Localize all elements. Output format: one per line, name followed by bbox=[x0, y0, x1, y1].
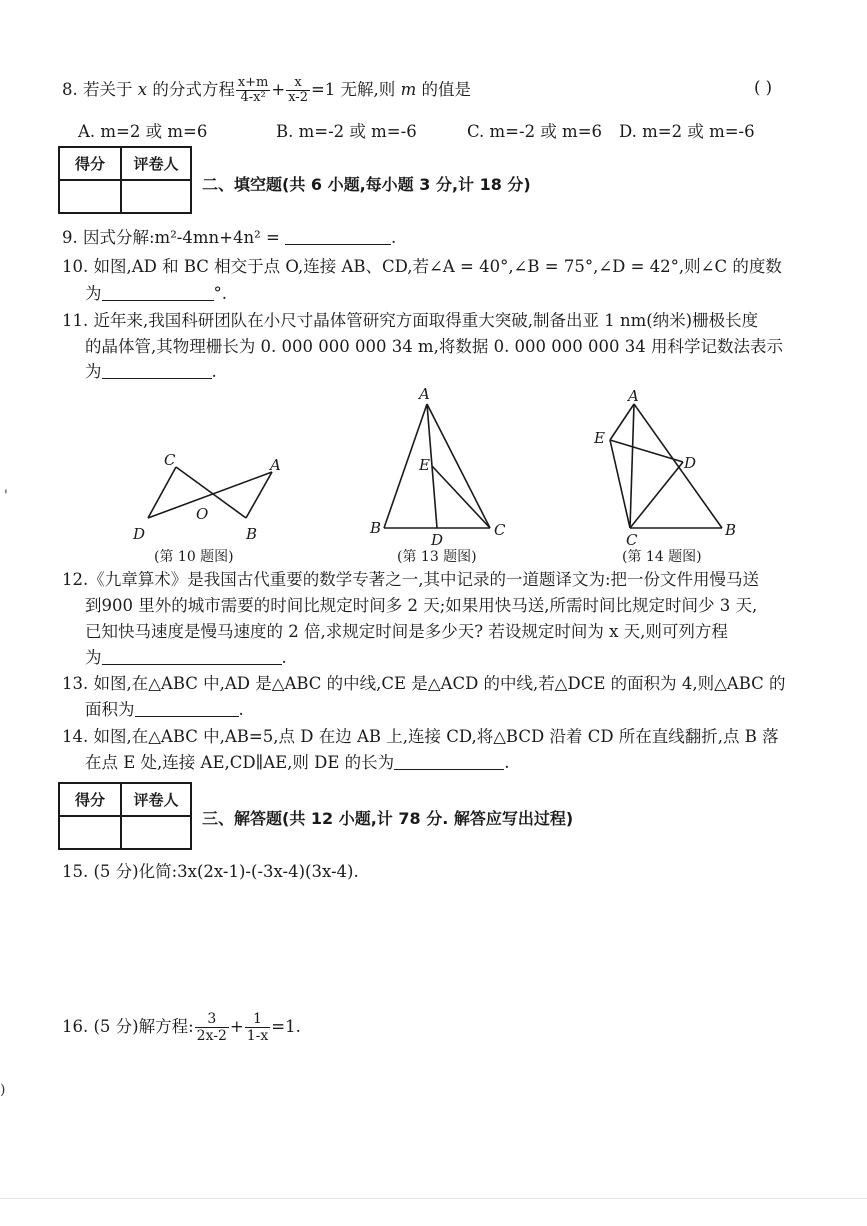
plus-sign: + bbox=[229, 1017, 244, 1036]
question-11-line-2: 的晶体管,其物理栅长为 0. 000 000 000 34 m,将数据 0. 000 000 000 34 用科学记数法表示 bbox=[85, 337, 784, 356]
label-c: C bbox=[626, 531, 638, 549]
segment-ab bbox=[634, 404, 722, 528]
figure-14-caption: (第 14 题图) bbox=[622, 549, 702, 565]
q12-end: . bbox=[281, 648, 287, 667]
label-a: A bbox=[419, 385, 430, 403]
option-d: D. m=2 或 m=-6 bbox=[619, 122, 755, 141]
section-3-title: 三、解答题(共 12 小题,计 78 分. 解答应写出过程) bbox=[202, 809, 574, 828]
label-b: B bbox=[246, 525, 258, 543]
margin-mark: ) bbox=[0, 1082, 6, 1098]
question-10: 10. 如图,AD 和 BC 相交于点 O,连接 AB、CD,若∠A = 40°,∠B = 75°,∠D = 42°,则∠C 的度数 bbox=[62, 257, 782, 276]
segment-ae bbox=[610, 404, 634, 440]
label-b: B bbox=[725, 521, 737, 539]
label-a: A bbox=[270, 456, 281, 474]
q11-end: . bbox=[211, 362, 217, 381]
label-c: C bbox=[494, 521, 506, 539]
q16-prefix: 16. (5 分)解方程: bbox=[62, 1017, 194, 1036]
question-12-line-4 bbox=[85, 648, 287, 668]
question-13: 13. 如图,在△ABC 中,AD 是△ABC 的中线,CE 是△ACD 的中线,若△DCE 的面积为 4,则△ABC 的 bbox=[62, 674, 786, 693]
frac-numerator: 1 bbox=[245, 1011, 271, 1028]
question-11: 11. 近年来,我国科研团队在小尺寸晶体管研究方面取得重大突破,制备出亚 1 nm(纳米)栅极长度 bbox=[62, 311, 759, 330]
q10-start: 为 bbox=[85, 284, 102, 303]
q13-end: . bbox=[238, 700, 244, 719]
label-a: A bbox=[628, 387, 639, 405]
question-14-line-2 bbox=[85, 753, 509, 773]
plus-sign: + bbox=[271, 80, 286, 99]
q10-end: °. bbox=[213, 284, 227, 303]
frac-numerator: x bbox=[286, 76, 310, 91]
frac-denominator: x-2 bbox=[288, 90, 308, 105]
grader-header: 评卷人 bbox=[121, 783, 191, 816]
question-13-line-2 bbox=[85, 700, 244, 720]
question-12-line-3: 已知快马速度是慢马速度的 2 倍,求规定时间是多少天? 若设规定时间为 x 天,则可列方程 bbox=[85, 622, 728, 641]
margin-mark: ' bbox=[4, 488, 8, 504]
answer-paren: ( ) bbox=[754, 78, 773, 97]
label-d: D bbox=[684, 454, 697, 472]
q12-start: 为 bbox=[85, 648, 102, 667]
option-a: A. m=2 或 m=6 bbox=[78, 122, 208, 141]
score-table bbox=[58, 782, 192, 850]
q16-fraction-1 bbox=[195, 1011, 229, 1044]
q8-prefix: 8. 若关于 bbox=[62, 80, 133, 99]
question-14: 14. 如图,在△ABC 中,AB=5,点 D 在边 AB 上,连接 CD,将△BCD 沿着 CD 所在直线翻折,点 B 落 bbox=[62, 727, 779, 746]
grader-header: 评卷人 bbox=[121, 147, 191, 180]
q11-start: 为 bbox=[85, 362, 102, 381]
frac-numerator: x+m bbox=[237, 75, 269, 90]
segment-ac bbox=[630, 404, 634, 528]
frac-denominator: 4-x² bbox=[240, 90, 266, 105]
q14-start: 在点 E 处,连接 AE,CD∥AE,则 DE 的长为 bbox=[85, 753, 395, 772]
option-c: C. m=-2 或 m=6 bbox=[467, 122, 603, 141]
question-16 bbox=[62, 1010, 301, 1044]
q14-end: . bbox=[504, 753, 510, 772]
answer-blank[interactable] bbox=[102, 648, 282, 665]
label-d: D bbox=[431, 531, 444, 549]
question-15: 15. (5 分)化简:3x(2x-1)-(-3x-4)(3x-4). bbox=[62, 862, 359, 881]
label-b: B bbox=[370, 519, 382, 537]
page-edge bbox=[0, 1198, 867, 1199]
answer-blank[interactable] bbox=[135, 700, 239, 717]
q16-fraction-2 bbox=[245, 1011, 271, 1044]
figure-10-caption: (第 10 题图) bbox=[154, 549, 234, 565]
frac-denominator: 1-x bbox=[246, 1028, 269, 1044]
q8-var-x: x bbox=[137, 80, 148, 99]
label-e: E bbox=[419, 456, 430, 474]
q9-text: 9. 因式分解:m²-4mn+4n² = bbox=[62, 228, 280, 247]
q9-end: . bbox=[391, 228, 397, 247]
segment-ec bbox=[610, 440, 630, 528]
frac-denominator: 2x-2 bbox=[196, 1028, 227, 1044]
q8-var-m: m bbox=[400, 80, 417, 99]
q8-eq-text: =1 无解,则 bbox=[310, 80, 396, 99]
section-2-title: 二、填空题(共 6 小题,每小题 3 分,计 18 分) bbox=[202, 175, 531, 194]
q8-suffix: 的值是 bbox=[421, 80, 471, 99]
option-b: B. m=-2 或 m=-6 bbox=[276, 122, 417, 141]
label-e: E bbox=[594, 429, 605, 447]
score-cell[interactable] bbox=[59, 816, 121, 849]
question-12: 12.《九章算术》是我国古代重要的数学专著之一,其中记录的一道题译文为:把一份文件用慢马送 bbox=[62, 570, 760, 589]
figure-13-caption: (第 13 题图) bbox=[397, 549, 477, 565]
segment-ed bbox=[610, 440, 683, 462]
label-d: D bbox=[133, 525, 146, 543]
segment-cd bbox=[630, 462, 683, 528]
score-header: 得分 bbox=[59, 783, 121, 816]
question-12-line-2: 到900 里外的城市需要的时间比规定时间多 2 天;如果用快马送,所需时间比规定时间少 3 天, bbox=[85, 596, 758, 615]
q13-start: 面积为 bbox=[85, 700, 135, 719]
q16-suffix: =1. bbox=[271, 1017, 301, 1036]
answer-blank[interactable] bbox=[394, 753, 504, 770]
label-c: C bbox=[164, 451, 176, 469]
frac-numerator: 3 bbox=[195, 1011, 229, 1028]
score-header: 得分 bbox=[59, 147, 121, 180]
label-o: O bbox=[196, 505, 209, 523]
grader-cell[interactable] bbox=[121, 816, 191, 849]
q8-mid: 的分式方程 bbox=[152, 80, 235, 99]
